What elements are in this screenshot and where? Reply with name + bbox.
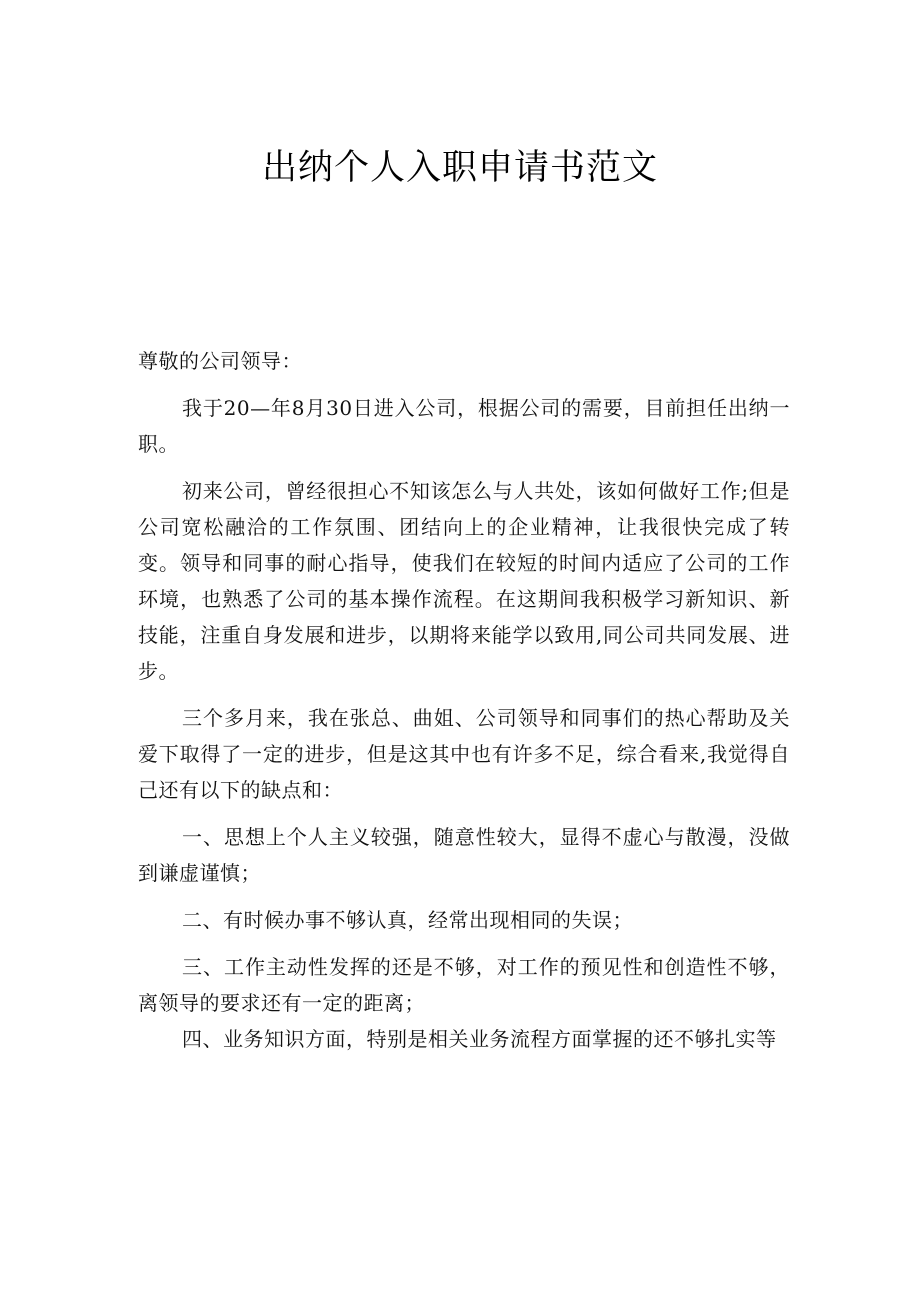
document-title: 出纳个人入职申请书范文 bbox=[261, 148, 658, 188]
salutation: 尊敬的公司领导： bbox=[138, 349, 302, 373]
paragraph: 我于20—年8月30日进入公司，根据公司的需要，目前担任出纳一职。 bbox=[138, 396, 790, 456]
paragraph: 初来公司，曾经很担心不知该怎么与人共处，该如何做好工作;但是公司宽松融洽的工作氛围、团结向上的企业精神，让我很快完成了转变。领导和同事的耐心指导，使我们在较短的时间内适应了公司的工作环境，也熟悉了公司的基本操作流程。在这期间我积极学习新知识、新技能，注重自身发展和进步，以期将来能学以致用,同公司共同发展、进步。 bbox=[138, 479, 790, 683]
list-item: 四、业务知识方面，特别是相关业务流程方面掌握的还不够扎实等 bbox=[182, 1027, 777, 1051]
list-item: 一、思想上个人主义较强，随意性较大，显得不虚心与散漫，没做到谦虚谨慎； bbox=[138, 825, 790, 885]
list-item: 二、有时候办事不够认真，经常出现相同的失误； bbox=[182, 908, 633, 932]
document-body bbox=[138, 343, 790, 1068]
list-item: 三、工作主动性发挥的还是不够，对工作的预见性和创造性不够，离领导的要求还有一定的距离； bbox=[138, 955, 790, 1015]
paragraph: 三个多月来，我在张总、曲姐、公司领导和同事们的热心帮助及关爱下取得了一定的进步，但是这其中也有许多不足，综合看来,我觉得自己还有以下的缺点和： bbox=[138, 706, 790, 802]
